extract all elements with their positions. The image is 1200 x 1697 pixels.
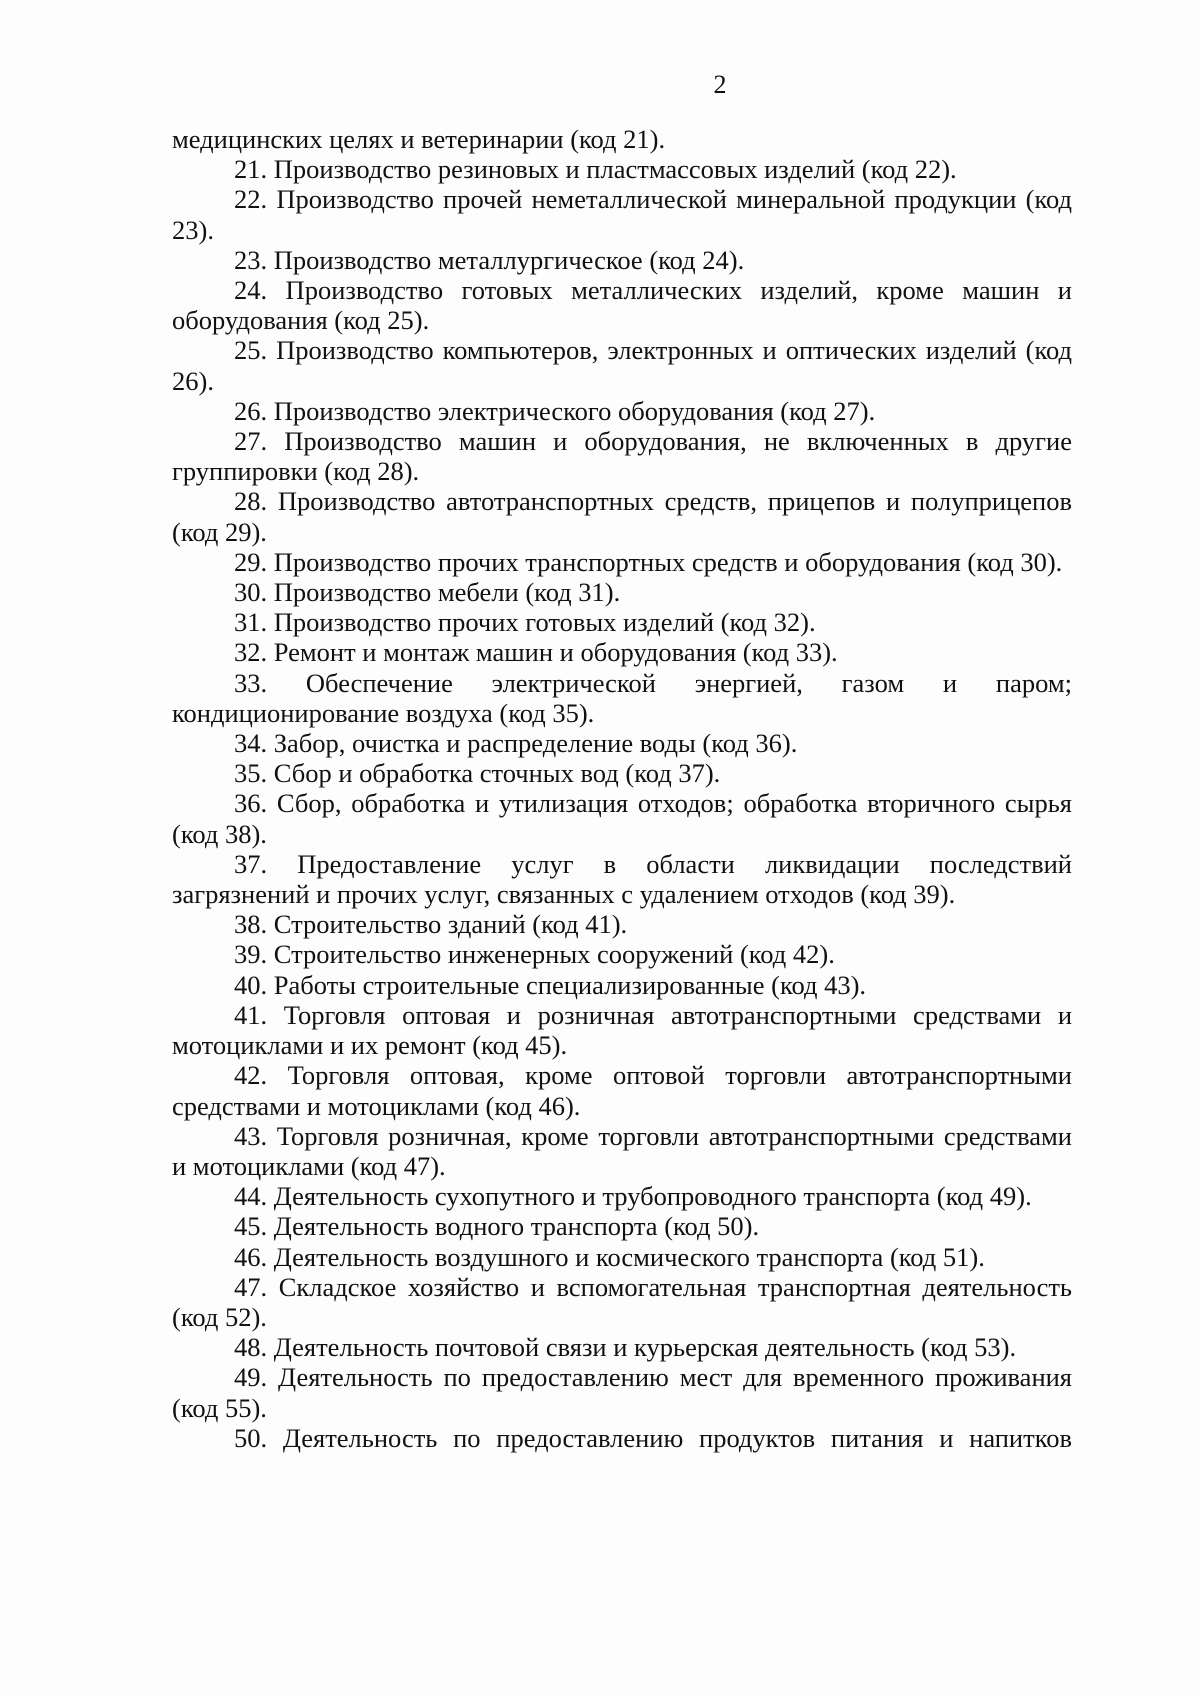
list-item: 22. Производство прочей неметаллической минеральной продукции (код 23). (172, 184, 1072, 245)
list-item: 35. Сбор и обработка сточных вод (код 37). (234, 758, 721, 789)
list-item: 43. Торговля розничная, кроме торговли автотранспортными средствами и мотоциклами (код 47). (172, 1120, 1072, 1181)
list-item: 46. Деятельность воздушного и космического транспорта (код 51). (234, 1241, 985, 1272)
list-item: 30. Производство мебели (код 31). (234, 577, 621, 608)
list-item: 25. Производство компьютеров, электронных и оптических изделий (код 26). (172, 335, 1072, 396)
list-item: 31. Производство прочих готовых изделий (код 32). (234, 607, 816, 638)
list-item: 36. Сбор, обработка и утилизация отходов; обработка вторичного сырья (код 38). (172, 788, 1072, 849)
list-item: 26. Производство электрического оборудования (код 27). (234, 395, 876, 426)
list-item: 39. Строительство инженерных сооружений (код 42). (234, 939, 835, 970)
list-item: 37. Предоставление услуг в области ликвидации последствий загрязнений и прочих услуг, связанных с удалением отходов (код 39). (172, 848, 1072, 910)
list-item: 41. Торговля оптовая и розничная автотранспортными средствами и мотоциклами и их ремонт (код 45). (172, 999, 1072, 1061)
list-item: 28. Производство автотранспортных средств, прицепов и полуприцепов (код 29). (172, 486, 1072, 547)
list-item: 23. Производство металлургическое (код 24). (234, 244, 745, 275)
list-item: 34. Забор, очистка и распределение воды (код 36). (234, 728, 798, 759)
list-item: 21. Производство резиновых и пластмассовых изделий (код 22). (234, 154, 957, 185)
list-item: 38. Строительство зданий (код 41). (234, 909, 628, 940)
list-item: 44. Деятельность сухопутного и трубопроводного транспорта (код 49). (234, 1181, 1032, 1212)
list-item: 48. Деятельность почтовой связи и курьерская деятельность (код 53). (234, 1332, 1017, 1363)
list-item: 29. Производство прочих транспортных средств и оборудования (код 30). (234, 546, 1063, 577)
list-item: 50. Деятельность по предоставлению продуктов питания и напитков (234, 1422, 1072, 1453)
page-number: 2 (713, 70, 727, 99)
list-item: 45. Деятельность водного транспорта (код 50). (234, 1211, 760, 1242)
list-item: 27. Производство машин и оборудования, не включенных в другие группировки (код 28). (172, 426, 1072, 487)
list-item: 49. Деятельность по предоставлению мест для временного проживания (код 55). (172, 1362, 1072, 1423)
list-item: 47. Складское хозяйство и вспомогательная транспортная деятельность (код 52). (172, 1271, 1072, 1332)
list-item: 32. Ремонт и монтаж машин и оборудования (код 33). (234, 637, 838, 668)
list-item: 40. Работы строительные специализированные (код 43). (234, 969, 867, 1000)
list-item: 24. Производство готовых металлических изделий, кроме машин и оборудования (код 25). (172, 275, 1072, 336)
opening-line: медицинских целях и ветеринарии (код 21). (172, 124, 666, 154)
list-item: 33. Обеспечение электрической энергией, газом и паром; кондиционирование воздуха (код 35). (172, 667, 1072, 728)
list-item: 42. Торговля оптовая, кроме оптовой торговли автотранспортными средствами и мотоциклами (код 46). (172, 1060, 1072, 1121)
item-list (172, 124, 1072, 1453)
